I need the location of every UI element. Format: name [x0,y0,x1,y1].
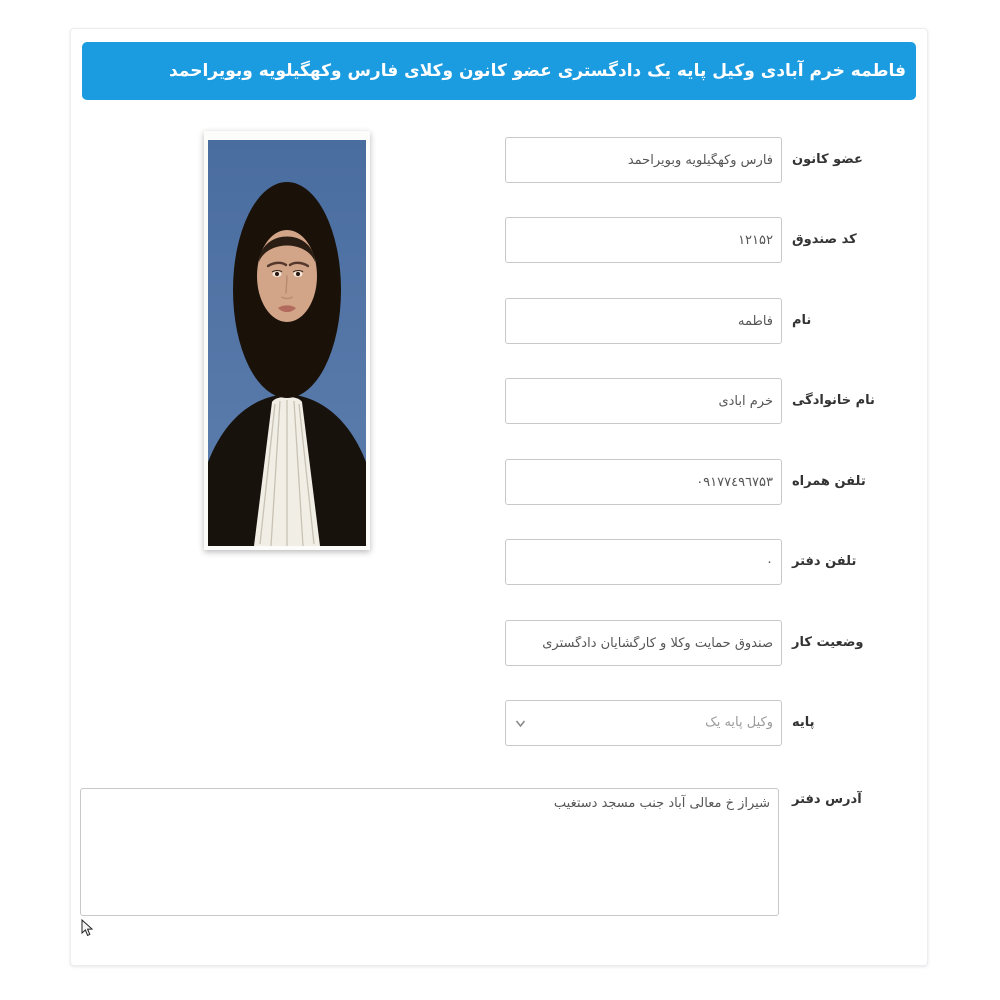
work-status-input[interactable] [505,620,782,666]
bar-association-label: عضو کانون [792,152,863,167]
lawyer-portrait-photo [204,131,370,550]
lawyer-portrait-illustration [208,140,366,546]
chevron-down-icon [515,719,526,728]
office-phone-input[interactable] [505,539,782,585]
fund-code-input[interactable] [505,217,782,263]
last-name-label: نام خانوادگی [792,393,875,408]
grade-select[interactable] [505,700,782,746]
first-name-input[interactable] [505,298,782,344]
grade-label: پایه [792,715,815,730]
page-title: فاطمه خرم آبادی وکیل پایه یک دادگستری عضو کانون وکلای فارس وکهگیلویه وبویراحمد [82,42,916,100]
work-status-label: وضعیت کار [792,635,864,650]
fund-code-label: کد صندوق [792,232,857,247]
mobile-phone-input[interactable] [505,459,782,505]
bar-association-input[interactable] [505,137,782,183]
mobile-phone-label: تلفن همراه [792,474,866,489]
mouse-cursor-icon [80,919,93,937]
office-address-textarea[interactable] [80,788,779,916]
last-name-input[interactable] [505,378,782,424]
office-phone-label: تلفن دفتر [792,554,857,569]
grade-select-value: وکیل پایه یک [705,715,773,730]
office-address-label: آدرس دفتر [792,792,862,807]
first-name-label: نام [792,313,812,328]
